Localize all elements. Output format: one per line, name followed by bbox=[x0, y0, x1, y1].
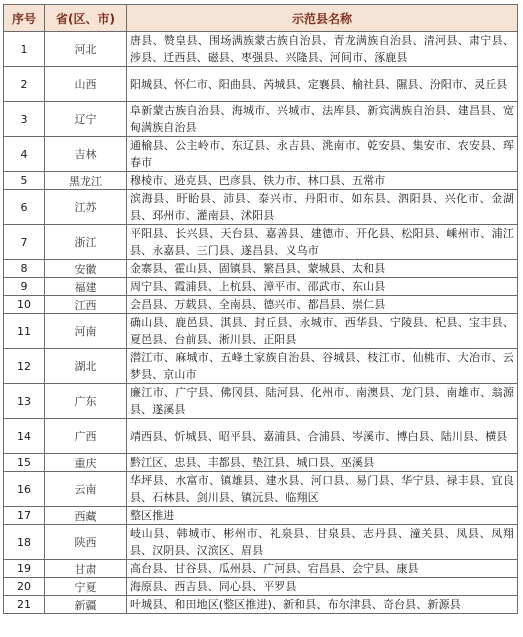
row-counties: 华坪县、水富市、镇雄县、建水县、河口县、易门县、华宁县、禄丰县、宜良县、石林县、剑川县、镇沅县、临翔区 bbox=[127, 472, 518, 507]
table-row bbox=[4, 190, 518, 225]
header-row bbox=[4, 5, 518, 32]
table-row bbox=[4, 225, 518, 260]
row-index: 5 bbox=[4, 172, 45, 190]
row-province: 黑龙江 bbox=[45, 172, 127, 190]
row-province: 河北 bbox=[45, 32, 127, 67]
row-province: 山西 bbox=[45, 67, 127, 102]
row-province: 重庆 bbox=[45, 454, 127, 472]
row-index: 19 bbox=[4, 560, 45, 578]
row-province: 陕西 bbox=[45, 525, 127, 560]
row-counties: 阳城县、怀仁市、阳曲县、芮城县、定襄县、榆社县、隰县、汾阳市、灵丘县 bbox=[127, 67, 518, 102]
row-index: 9 bbox=[4, 278, 45, 296]
row-index: 8 bbox=[4, 260, 45, 278]
row-index: 16 bbox=[4, 472, 45, 507]
table-row bbox=[4, 454, 518, 472]
row-province: 宁夏 bbox=[45, 578, 127, 596]
demonstration-county-table bbox=[3, 4, 518, 614]
row-index: 10 bbox=[4, 296, 45, 314]
row-counties: 确山县、鹿邑县、淇县、封丘县、永城市、西华县、宁陵县、杞县、宝丰县、夏邑县、台前县、淅川县、正阳县 bbox=[127, 314, 518, 349]
row-counties: 靖西县、忻城县、昭平县、嘉浦县、合浦县、岑溪市、博白县、陆川县、横县 bbox=[127, 419, 518, 454]
row-counties: 滨海县、盱眙县、沛县、泰兴市、丹阳市、如东县、泗阳县、兴化市、金湖县、邳州市、灌南县、沭阳县 bbox=[127, 190, 518, 225]
row-province: 湖北 bbox=[45, 349, 127, 384]
table-row bbox=[4, 296, 518, 314]
row-counties: 黔江区、忠县、丰都县、垫江县、城口县、巫溪县 bbox=[127, 454, 518, 472]
row-province: 甘肃 bbox=[45, 560, 127, 578]
table-row bbox=[4, 525, 518, 560]
row-index: 3 bbox=[4, 102, 45, 137]
table-row bbox=[4, 560, 518, 578]
table-row bbox=[4, 314, 518, 349]
row-province: 吉林 bbox=[45, 137, 127, 172]
row-index: 12 bbox=[4, 349, 45, 384]
row-index: 14 bbox=[4, 419, 45, 454]
row-index: 1 bbox=[4, 32, 45, 67]
table-row bbox=[4, 172, 518, 190]
row-counties: 周宁县、霞浦县、上杭县、漳平市、邵武市、东山县 bbox=[127, 278, 518, 296]
row-counties: 唐县、赞皇县、围场满族蒙古族自治县、青龙满族自治县、清河县、肃宁县、涉县、迁西县、磁县、枣强县、兴隆县、河间市、涿鹿县 bbox=[127, 32, 518, 67]
table-row bbox=[4, 102, 518, 137]
row-counties: 金寨县、霍山县、固镇县、繁昌县、蒙城县、太和县 bbox=[127, 260, 518, 278]
row-province: 福建 bbox=[45, 278, 127, 296]
row-counties: 整区推进 bbox=[127, 507, 518, 525]
table-row bbox=[4, 472, 518, 507]
row-province: 江西 bbox=[45, 296, 127, 314]
row-counties: 会昌县、万载县、全南县、德兴市、都昌县、崇仁县 bbox=[127, 296, 518, 314]
row-counties: 通榆县、公主岭市、东辽县、永吉县、洮南市、乾安县、集安市、农安县、珲春市 bbox=[127, 137, 518, 172]
table-row bbox=[4, 32, 518, 67]
row-index: 15 bbox=[4, 454, 45, 472]
row-counties: 穆棱市、逊克县、巴彦县、铁力市、林口县、五常市 bbox=[127, 172, 518, 190]
row-index: 7 bbox=[4, 225, 45, 260]
row-counties: 海原县、西吉县、同心县、平罗县 bbox=[127, 578, 518, 596]
row-index: 4 bbox=[4, 137, 45, 172]
row-index: 18 bbox=[4, 525, 45, 560]
row-counties: 岐山县、韩城市、彬州市、礼泉县、甘泉县、志丹县、潼关县、凤县、凤翔县、汉阴县、汉滨区、眉县 bbox=[127, 525, 518, 560]
county-table-container bbox=[3, 4, 517, 632]
row-province: 新疆 bbox=[45, 596, 127, 614]
table-row bbox=[4, 507, 518, 525]
row-province: 云南 bbox=[45, 472, 127, 507]
row-counties: 潜江市、麻城市、五峰土家族自治县、谷城县、枝江市、仙桃市、大冶市、云梦县、京山市 bbox=[127, 349, 518, 384]
row-index: 2 bbox=[4, 67, 45, 102]
table-row bbox=[4, 137, 518, 172]
row-province: 广东 bbox=[45, 384, 127, 419]
table-row bbox=[4, 278, 518, 296]
row-province: 辽宁 bbox=[45, 102, 127, 137]
table-row bbox=[4, 384, 518, 419]
row-counties: 廉江市、广宁县、佛冈县、陆河县、化州市、南澳县、龙门县、南雄市、翁源县、遂溪县 bbox=[127, 384, 518, 419]
row-index: 11 bbox=[4, 314, 45, 349]
row-counties: 高台县、甘谷县、瓜州县、广河县、宕昌县、会宁县、康县 bbox=[127, 560, 518, 578]
row-counties: 阜新蒙古族自治县、海城市、兴城市、法库县、新宾满族自治县、建昌县、宽甸满族自治县 bbox=[127, 102, 518, 137]
row-index: 21 bbox=[4, 596, 45, 614]
table-row bbox=[4, 419, 518, 454]
row-province: 江苏 bbox=[45, 190, 127, 225]
header-province: 省(区、市) bbox=[45, 5, 127, 32]
row-province: 西藏 bbox=[45, 507, 127, 525]
row-index: 13 bbox=[4, 384, 45, 419]
header-counties: 示范县名称 bbox=[127, 5, 518, 32]
table-row bbox=[4, 578, 518, 596]
row-index: 6 bbox=[4, 190, 45, 225]
table-row bbox=[4, 349, 518, 384]
row-province: 安徽 bbox=[45, 260, 127, 278]
table-row bbox=[4, 596, 518, 614]
row-index: 20 bbox=[4, 578, 45, 596]
row-province: 浙江 bbox=[45, 225, 127, 260]
row-index: 17 bbox=[4, 507, 45, 525]
table-row bbox=[4, 67, 518, 102]
row-province: 河南 bbox=[45, 314, 127, 349]
row-province: 广西 bbox=[45, 419, 127, 454]
header-index: 序号 bbox=[4, 5, 45, 32]
row-counties: 叶城县、和田地区(整区推进)、新和县、布尔津县、奇台县、新源县 bbox=[127, 596, 518, 614]
table-row bbox=[4, 260, 518, 278]
row-counties: 平阳县、长兴县、天台县、嘉善县、建德市、开化县、松阳县、嵊州市、浦江县、永嘉县、三门县、遂昌县、义乌市 bbox=[127, 225, 518, 260]
